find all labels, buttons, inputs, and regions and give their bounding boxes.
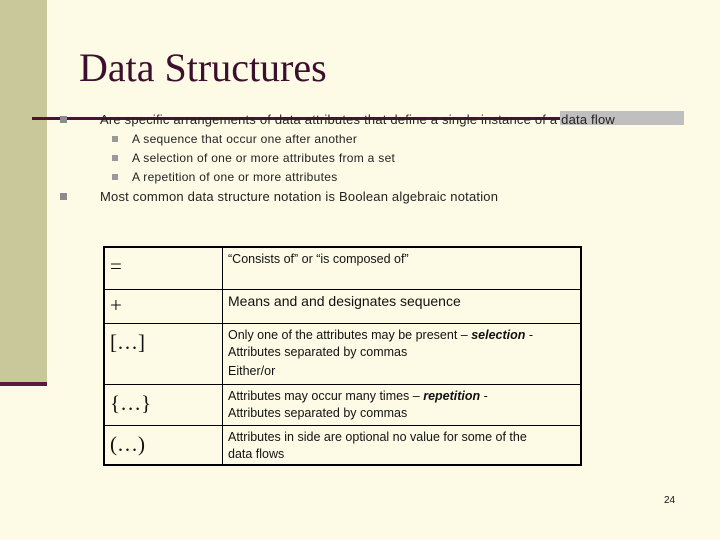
sub-bullet-text: A selection of one or more attributes from a set [132,151,396,165]
notation-symbol [104,384,223,425]
table-row [104,247,581,289]
notation-symbol-text: […] [110,329,145,354]
notation-symbol-text: {…} [110,390,152,415]
notation-symbol [104,323,223,384]
notation-symbol-text: + [110,292,122,317]
description-line: Attributes separated by commas [228,344,408,359]
bullet-marker [60,116,67,123]
description-line: “Consists of” or “is composed of” [228,252,409,266]
bullet-marker [60,193,67,200]
slide-title: Data Structures [79,45,327,90]
notation-description [223,247,582,289]
bullet-text: Most common data structure notation is Boolean algebraic notation [100,189,499,204]
description-line [228,327,580,344]
description-emphasis: selection [471,327,526,342]
notation-symbol-text: (…) [110,431,145,456]
sub-bullet-text: A repetition of one or more attributes [132,170,338,184]
description-text: Attributes may occur many times – [228,388,424,403]
notation-symbol [104,247,223,289]
description-text: - [480,388,488,403]
page-number: 24 [664,495,676,506]
sub-bullet-text: A sequence that occur one after another [132,132,358,146]
sub-bullet-marker [112,174,118,180]
notation-description [223,425,582,465]
notation-description [223,384,582,425]
notation-symbol [104,289,223,323]
notation-description [223,323,582,384]
description-text: - [525,327,534,342]
left-accent-bar [0,0,47,383]
bullet-text: Are specific arrangements of data attributes that define a single instance of a data flow [100,112,615,127]
notation-symbol [104,425,223,465]
description-emphasis: repetition [423,388,481,403]
table-row [104,425,581,465]
sub-bullet-marker [112,155,118,161]
notation-description [223,289,582,323]
description-line: data flows [228,446,285,461]
table-row [104,384,581,425]
notation-table [103,246,582,466]
notation-symbol-text: = [110,254,122,278]
description-line: Means and and designates sequence [228,292,461,309]
description-line: Attributes separated by commas [228,405,408,420]
description-text: Only one of the attributes may be present – [228,327,472,342]
description-line [228,388,580,405]
table-row [104,323,581,384]
table-row [104,289,581,323]
description-line: Either/or [228,363,276,378]
description-line: Attributes in side are optional no value for some of the [228,429,527,444]
sub-bullet-marker [112,136,118,142]
left-accent-bar-foot [0,382,47,386]
